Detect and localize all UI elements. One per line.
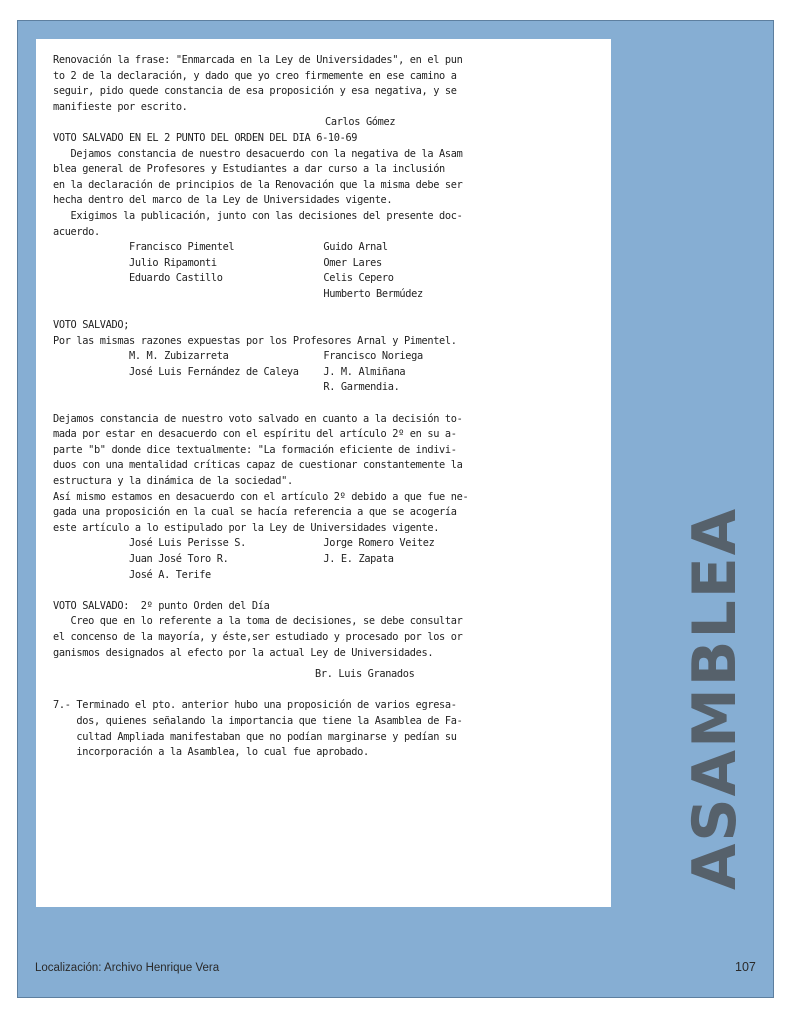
text-line: Por las mismas razones expuestas por los Profesores Arnal y Pimentel. <box>53 334 457 347</box>
text-line: Creo que en lo referente a la toma de decisiones, se debe consultar <box>53 615 463 628</box>
text-line: blea general de Profesores y Estudiantes a dar curso a la inclusión <box>53 163 445 176</box>
signatory: Guido Arnal <box>323 241 388 254</box>
text-line: Dejamos constancia de nuestro desacuerdo con la negativa de la Asam <box>53 147 463 160</box>
text-line: Así mismo estamos en desacuerdo con el artículo 2º debido a que fue ne- <box>53 490 469 503</box>
signatory: R. Garmendia. <box>323 381 400 394</box>
text-line: seguir, pido quede constancia de esa proposición y esa negativa, y se <box>53 85 457 98</box>
text-line: Renovación la frase: "Enmarcada en la Ley de Universidades", en el pun <box>53 54 463 66</box>
signatory: J. M. Almiñana <box>323 365 406 378</box>
text-line: duos con una mentalidad críticas capaz de cuestionar constantemente la <box>53 459 463 472</box>
signatories-vote-3 <box>53 536 513 583</box>
signatory: Juan José Toro R. <box>129 553 229 565</box>
text-line: to 2 de la declaración, y dado que yo creo firmemente en ese camino a <box>53 69 457 82</box>
text-line: manifieste por escrito. <box>53 100 188 113</box>
text-line: Dejamos constancia de nuestro voto salvado en cuanto a la decisión to- <box>53 412 463 425</box>
signatory: Francisco Noriega <box>323 350 423 363</box>
signatory: José A. Terife <box>129 568 211 581</box>
text-line: el concenso de la mayoría, y éste,ser estudiado y procesado por los or <box>53 630 463 643</box>
signature-carlos-gomez: Carlos Gómez <box>325 116 396 129</box>
vote-title: VOTO SALVADO EN EL 2 PUNTO DEL ORDEN DEL DIA 6-10-69 <box>53 131 358 144</box>
vote-title: VOTO SALVADO; <box>53 319 130 332</box>
signatory: Omer Lares <box>323 256 382 269</box>
text-line: parte "b" donde dice textualmente: "La formación eficiente de indivi- <box>53 443 457 456</box>
section-title-vertical: ASAMBLEA <box>680 506 750 890</box>
signatory: Francisco Pimentel <box>129 241 235 254</box>
text-line: gada una proposición en la cual se hacía referencia a que se acogería <box>53 506 457 519</box>
text-line: mada por estar en desacuerdo con el espíritu del artículo 2º en su a- <box>53 428 457 441</box>
typewritten-document <box>53 53 513 761</box>
signatory: M. M. Zubizarreta <box>129 350 229 363</box>
text-line: hecha dentro del marco de la Ley de Universidades vigente. <box>53 194 393 207</box>
signatory: Celis Cepero <box>323 272 394 285</box>
list-item-7: incorporación a la Asamblea, lo cual fue aprobado. <box>53 746 369 759</box>
text-line: Exigimos la publicación, junto con las decisiones del presente doc- <box>53 209 463 222</box>
signatory: Eduardo Castillo <box>129 272 223 285</box>
text-line: estructura y la dinámica de la sociedad". <box>53 475 293 488</box>
signatories-vote-2 <box>53 349 513 396</box>
text-line: este artículo a lo estipulado por la Ley de Universidades vigente. <box>53 521 440 534</box>
signatory: Humberto Bermúdez <box>323 287 423 300</box>
list-item-7: cultad Ampliada manifestaban que no podían marginarse y pedían su <box>53 730 457 743</box>
signatory: Julio Ripamonti <box>129 256 217 269</box>
signatories-vote-1 <box>53 240 513 302</box>
signatory: José Luis Fernández de Caleya <box>129 365 299 378</box>
signature-luis-granados: Br. Luis Granados <box>315 668 415 681</box>
list-item-7: 7.- Terminado el pto. anterior hubo una proposición de varios egresa- <box>53 699 457 712</box>
signatory: Jorge Romero Veitez <box>323 537 435 550</box>
signatory: J. E. Zapata <box>323 553 394 565</box>
source-caption: Localización: Archivo Henrique Vera <box>35 962 220 974</box>
page-number: 107 <box>735 960 756 974</box>
text-line: ganismos designados al efecto por la actual Ley de Universidades. <box>53 646 434 659</box>
text-line: en la declaración de principios de la Renovación que la misma debe ser <box>53 178 463 191</box>
vote-title: VOTO SALVADO: 2º punto Orden del Día <box>53 599 270 612</box>
signatory: José Luis Perisse S. <box>129 537 246 550</box>
list-item-7: dos, quienes señalando la importancia que tiene la Asamblea de Fa- <box>53 714 463 727</box>
text-line: acuerdo. <box>53 225 100 238</box>
